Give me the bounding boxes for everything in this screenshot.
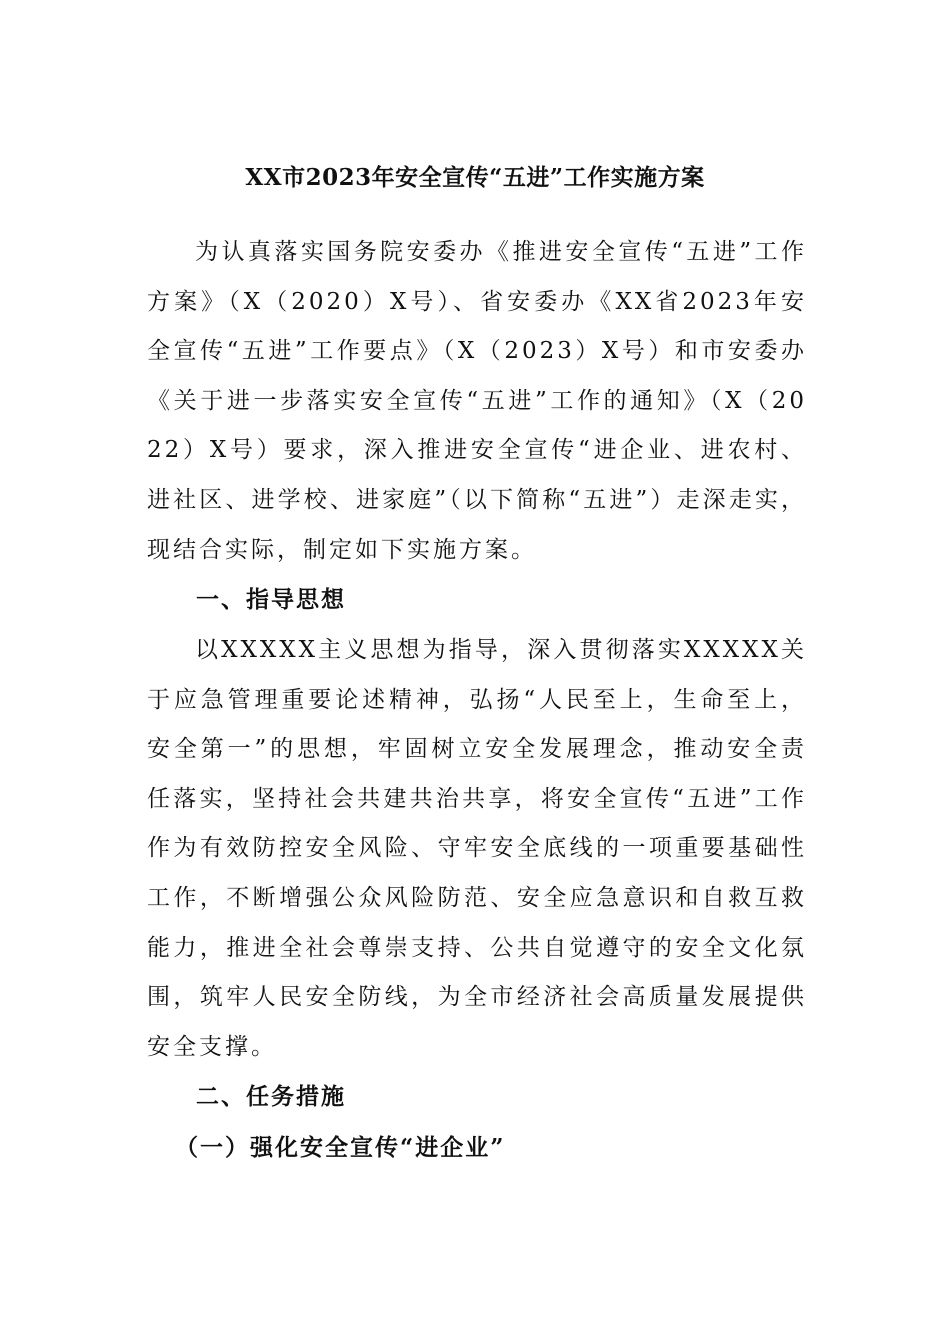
section1-paragraph: 以XXXXX主义思想为指导，深入贯彻落实XXXXX关于应急管理重要论述精神，弘扬“人民至上，生命至上，安全第一”的思想，牢固树立安全发展理念，推动安全责任落实，坚持社会共建共治共享，将安全宣传“五进”工作作为有效防控安全风险、守牢安全底线的一项重要基础性工作，不断增强公众风险防范、安全应急意识和自救互救能力，推进全社会尊崇支持、公共自觉遵守的安全文化氛围，筑牢人民安全防线，为全市经济社会高质量发展提供安全支撑。 (147, 637, 807, 1060)
section1-paragraph-block (147, 626, 807, 1072)
intro-paragraph-block (147, 228, 807, 575)
subsection-heading-enterprises: （一）强化安全宣传“进企业” (175, 1134, 506, 1161)
section-heading-guiding-ideology: 一、指导思想 (196, 586, 346, 613)
intro-paragraph: 为认真落实国务院安委办《推进安全宣传“五进”工作方案》（X（2020）X号）、省安委办《XX省2023年安全宣传“五进”工作要点》（X（2023）X号）和市安委办《关于进一步落实安全宣传“五进”工作的通知》（X（2022）X号）要求，深入推进安全宣传“进企业、进农村、进社区、进学校、进家庭”（以下简称“五进”）走深走实，现结合实际，制定如下实施方案。 (147, 239, 807, 563)
section-heading-task-measures: 二、任务措施 (196, 1083, 346, 1110)
document-title: XX市2023年安全宣传“五进”工作实施方案 (245, 164, 705, 191)
